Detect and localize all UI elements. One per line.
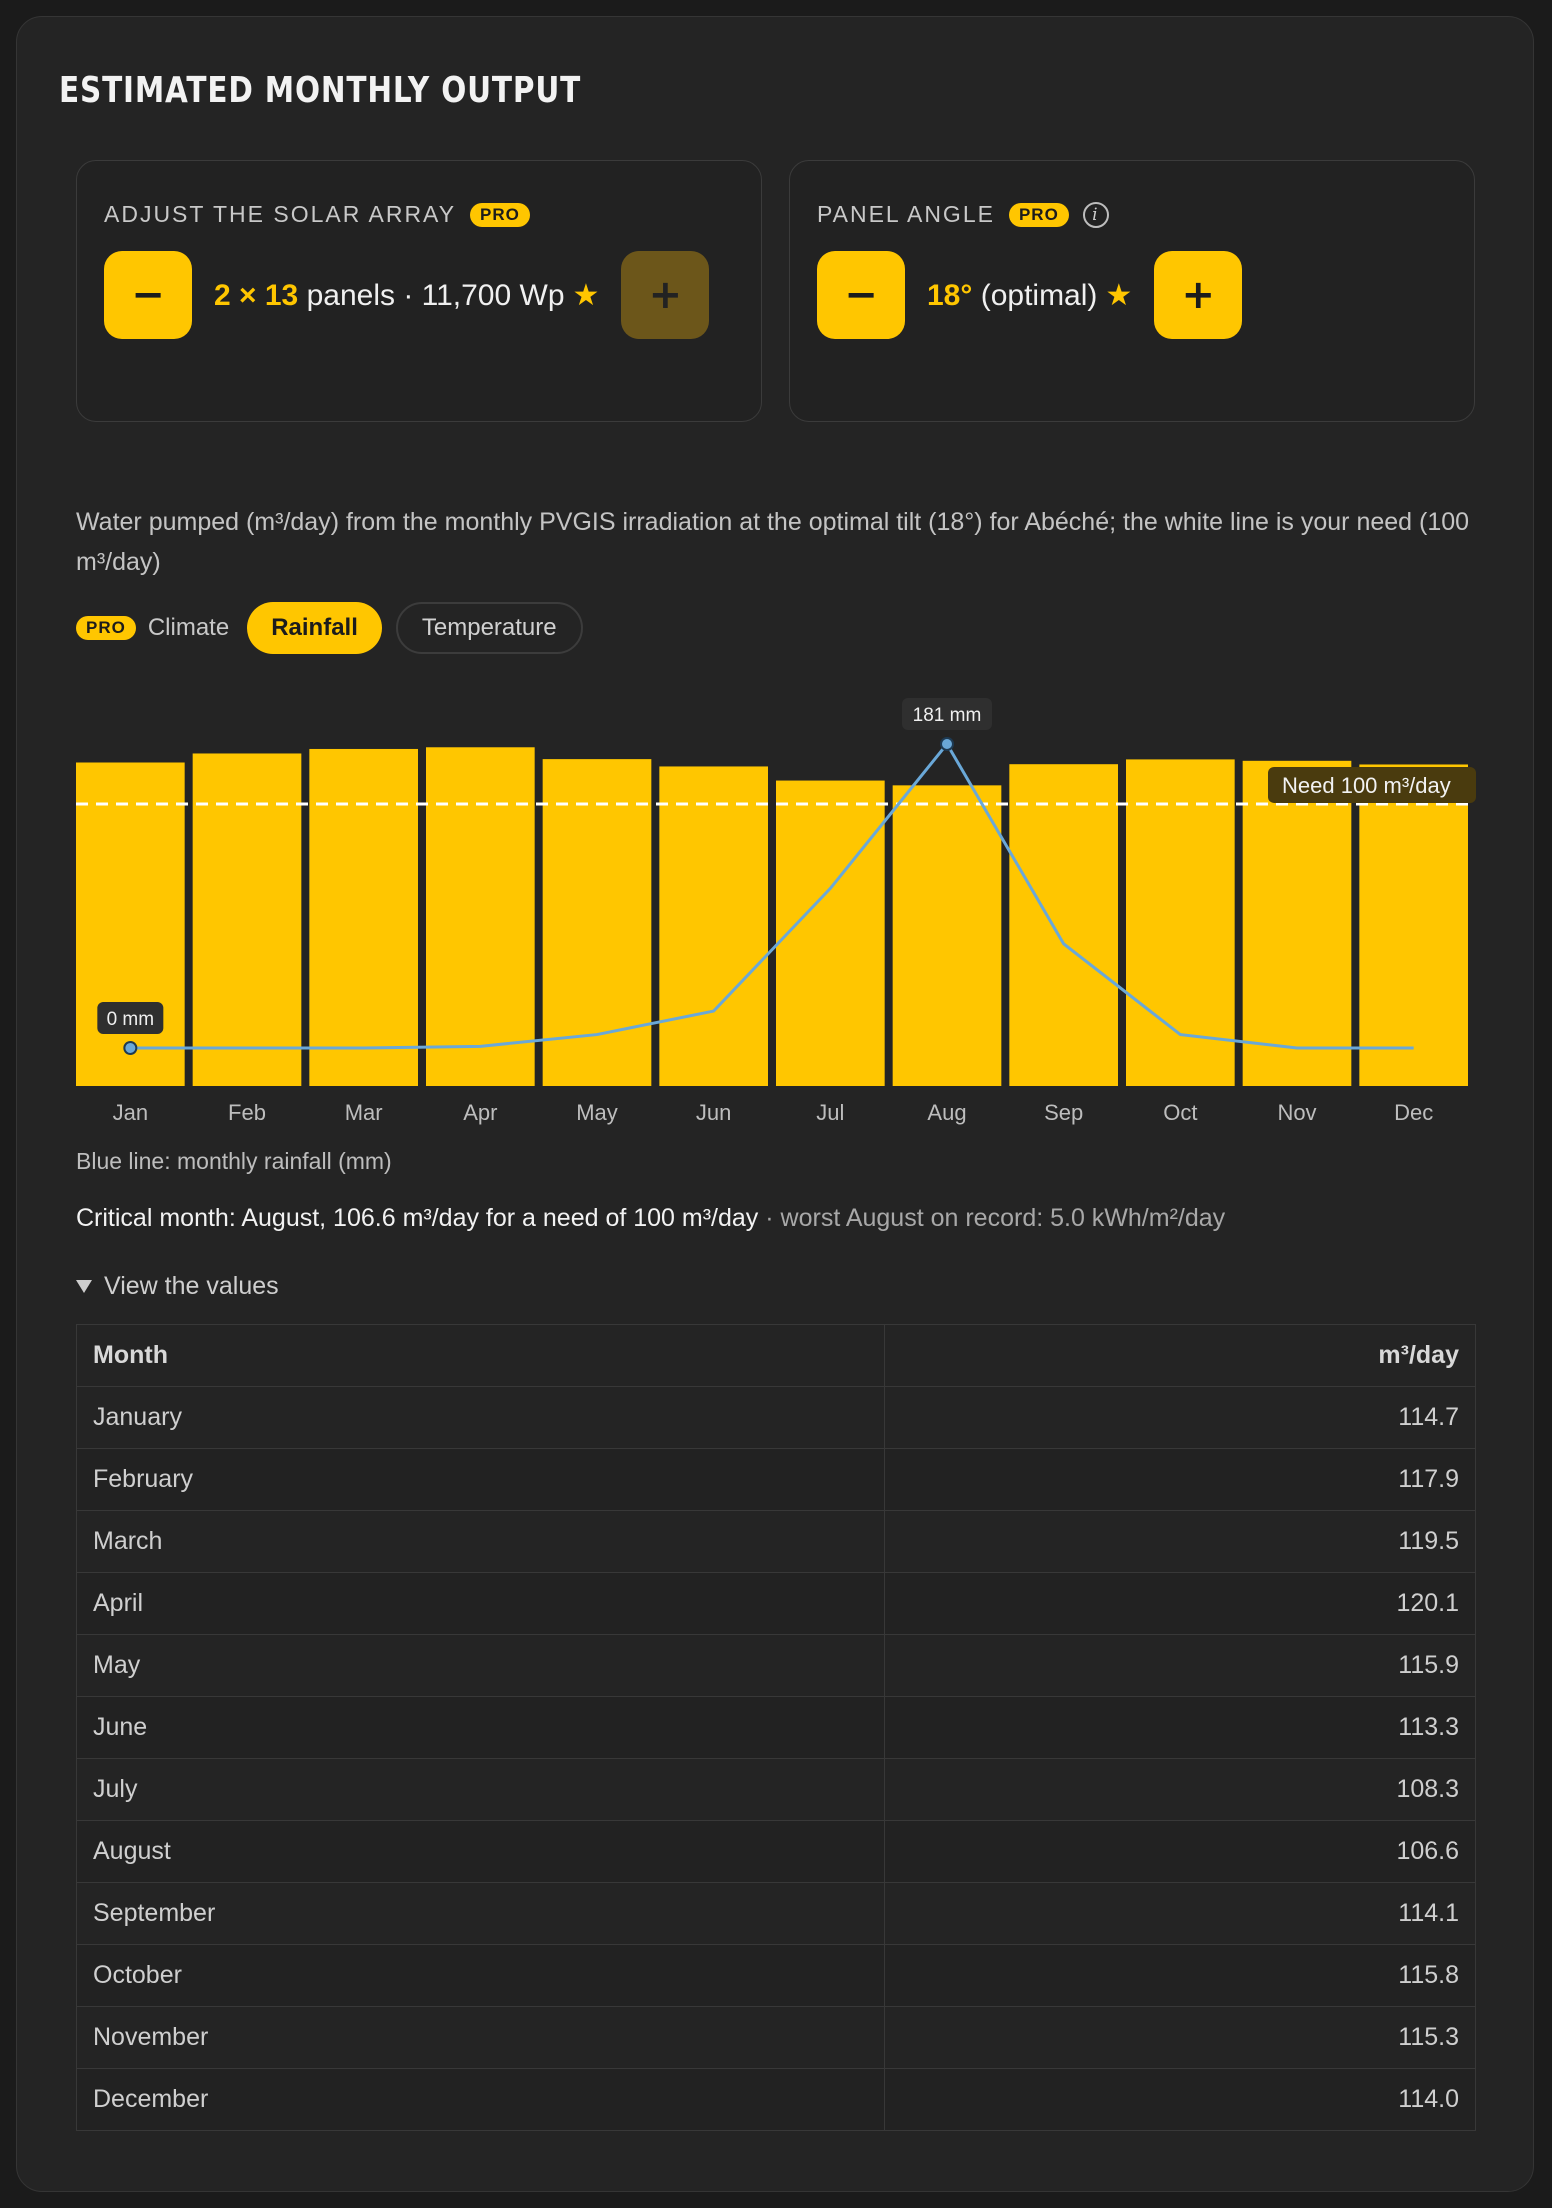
table-row	[77, 1387, 1476, 1449]
panel-count-highlight: 2 × 13	[214, 278, 299, 312]
x-tick-label: Dec	[1394, 1100, 1434, 1125]
output-cell: 108.3	[884, 1759, 1475, 1821]
table-row	[77, 1697, 1476, 1759]
star-icon: ★	[1105, 278, 1133, 312]
rainfall-data-label: 0 mm	[106, 1009, 155, 1030]
table-row	[77, 1883, 1476, 1945]
output-cell: 106.6	[884, 1821, 1475, 1883]
month-cell: November	[77, 2007, 885, 2069]
panel-angle-heading: PANEL ANGLE	[817, 201, 995, 227]
bar-oct	[1126, 759, 1235, 1086]
table-row	[77, 2069, 1476, 2131]
x-tick-label: May	[576, 1100, 618, 1125]
rainfall-point	[124, 1042, 136, 1054]
table-row	[77, 1821, 1476, 1883]
info-icon[interactable]: i	[1083, 202, 1109, 228]
output-column-header: m³/day	[884, 1325, 1475, 1387]
values-table	[76, 1324, 1476, 2131]
x-tick-label: Jan	[112, 1100, 149, 1125]
view-values-toggle[interactable]	[76, 1272, 279, 1301]
rainfall-legend-note: Blue line: monthly rainfall (mm)	[76, 1148, 392, 1174]
table-row	[77, 2007, 1476, 2069]
output-cell: 113.3	[884, 1697, 1475, 1759]
month-cell: April	[77, 1573, 885, 1635]
pro-badge: PRO	[1009, 203, 1069, 227]
climate-label: Climate	[147, 614, 230, 641]
output-cell: 115.9	[884, 1635, 1475, 1697]
output-cell: 114.7	[884, 1387, 1475, 1449]
critical-main: Critical month: August, 106.6 m³/day for a need of 100 m³/day	[76, 1204, 759, 1232]
output-cell: 117.9	[884, 1449, 1475, 1511]
disclosure-triangle-icon	[76, 1280, 92, 1293]
critical-month-summary	[76, 1204, 1225, 1233]
month-cell: January	[77, 1387, 885, 1449]
increase-angle-button[interactable]: +	[1154, 251, 1242, 339]
month-cell: July	[77, 1759, 885, 1821]
x-tick-label: Nov	[1277, 1100, 1317, 1125]
bar-jul	[776, 781, 885, 1086]
bar-dec	[1359, 764, 1468, 1086]
output-cell: 114.1	[884, 1883, 1475, 1945]
table-row	[77, 1449, 1476, 1511]
bar-aug	[893, 785, 1002, 1086]
angle-detail: (optimal)	[972, 278, 1098, 312]
critical-worst-record: · worst August on record: 5.0 kWh/m²/day	[758, 1204, 1226, 1232]
x-tick-label: Aug	[927, 1100, 967, 1125]
pro-badge: PRO	[470, 203, 530, 227]
increase-panels-button[interactable]: +	[621, 251, 709, 339]
output-cell: 115.3	[884, 2007, 1475, 2069]
chart-description: Water pumped (m³/day) from the monthly PVGIS irradiation at the optimal tilt (18°) for Abéché; the white line is your need (100 m³/day)	[76, 508, 1470, 576]
rainfall-point	[941, 738, 953, 750]
bar-nov	[1243, 761, 1352, 1086]
need-label: Need 100 m³/day	[1282, 772, 1451, 798]
panel-count-detail: panels · 11,700 Wp	[298, 278, 565, 312]
bar-jun	[659, 766, 768, 1086]
solar-array-heading: ADJUST THE SOLAR ARRAY	[104, 201, 457, 227]
month-cell: May	[77, 1635, 885, 1697]
decrease-angle-button[interactable]: −	[817, 251, 905, 339]
bar-apr	[426, 747, 535, 1086]
x-tick-label: Feb	[228, 1100, 266, 1125]
star-icon: ★	[572, 278, 600, 312]
x-tick-label: Jun	[695, 1100, 732, 1125]
x-tick-label: Mar	[344, 1100, 383, 1125]
month-cell: December	[77, 2069, 885, 2131]
month-cell: September	[77, 1883, 885, 1945]
section-title: ESTIMATED MONTHLY OUTPUT	[59, 70, 582, 111]
bar-sep	[1009, 764, 1118, 1086]
decrease-panels-button[interactable]: −	[104, 251, 192, 339]
table-row	[77, 1573, 1476, 1635]
pro-badge: PRO	[76, 616, 136, 640]
month-cell: February	[77, 1449, 885, 1511]
table-row	[77, 1635, 1476, 1697]
month-cell: March	[77, 1511, 885, 1573]
angle-highlight: 18°	[927, 278, 973, 312]
month-column-header: Month	[77, 1325, 885, 1387]
rainfall-data-label: 181 mm	[912, 705, 982, 726]
temperature-toggle-button[interactable]: Temperature	[396, 602, 583, 654]
table-row	[77, 1759, 1476, 1821]
bar-jan	[76, 763, 185, 1087]
month-cell: August	[77, 1821, 885, 1883]
rainfall-toggle-button[interactable]: Rainfall	[247, 602, 382, 654]
output-cell: 114.0	[884, 2069, 1475, 2131]
table-row	[77, 1945, 1476, 2007]
month-cell: June	[77, 1697, 885, 1759]
bar-mar	[309, 749, 418, 1086]
output-cell: 119.5	[884, 1511, 1475, 1573]
month-cell: October	[77, 1945, 885, 2007]
x-tick-label: Jul	[816, 1100, 845, 1125]
x-tick-label: Oct	[1163, 1100, 1198, 1125]
x-tick-label: Sep	[1044, 1100, 1084, 1125]
output-cell: 120.1	[884, 1573, 1475, 1635]
x-tick-label: Apr	[463, 1100, 498, 1125]
view-values-label: View the values	[104, 1272, 279, 1300]
table-header-row	[77, 1325, 1476, 1387]
output-cell: 115.8	[884, 1945, 1475, 2007]
table-row	[77, 1511, 1476, 1573]
